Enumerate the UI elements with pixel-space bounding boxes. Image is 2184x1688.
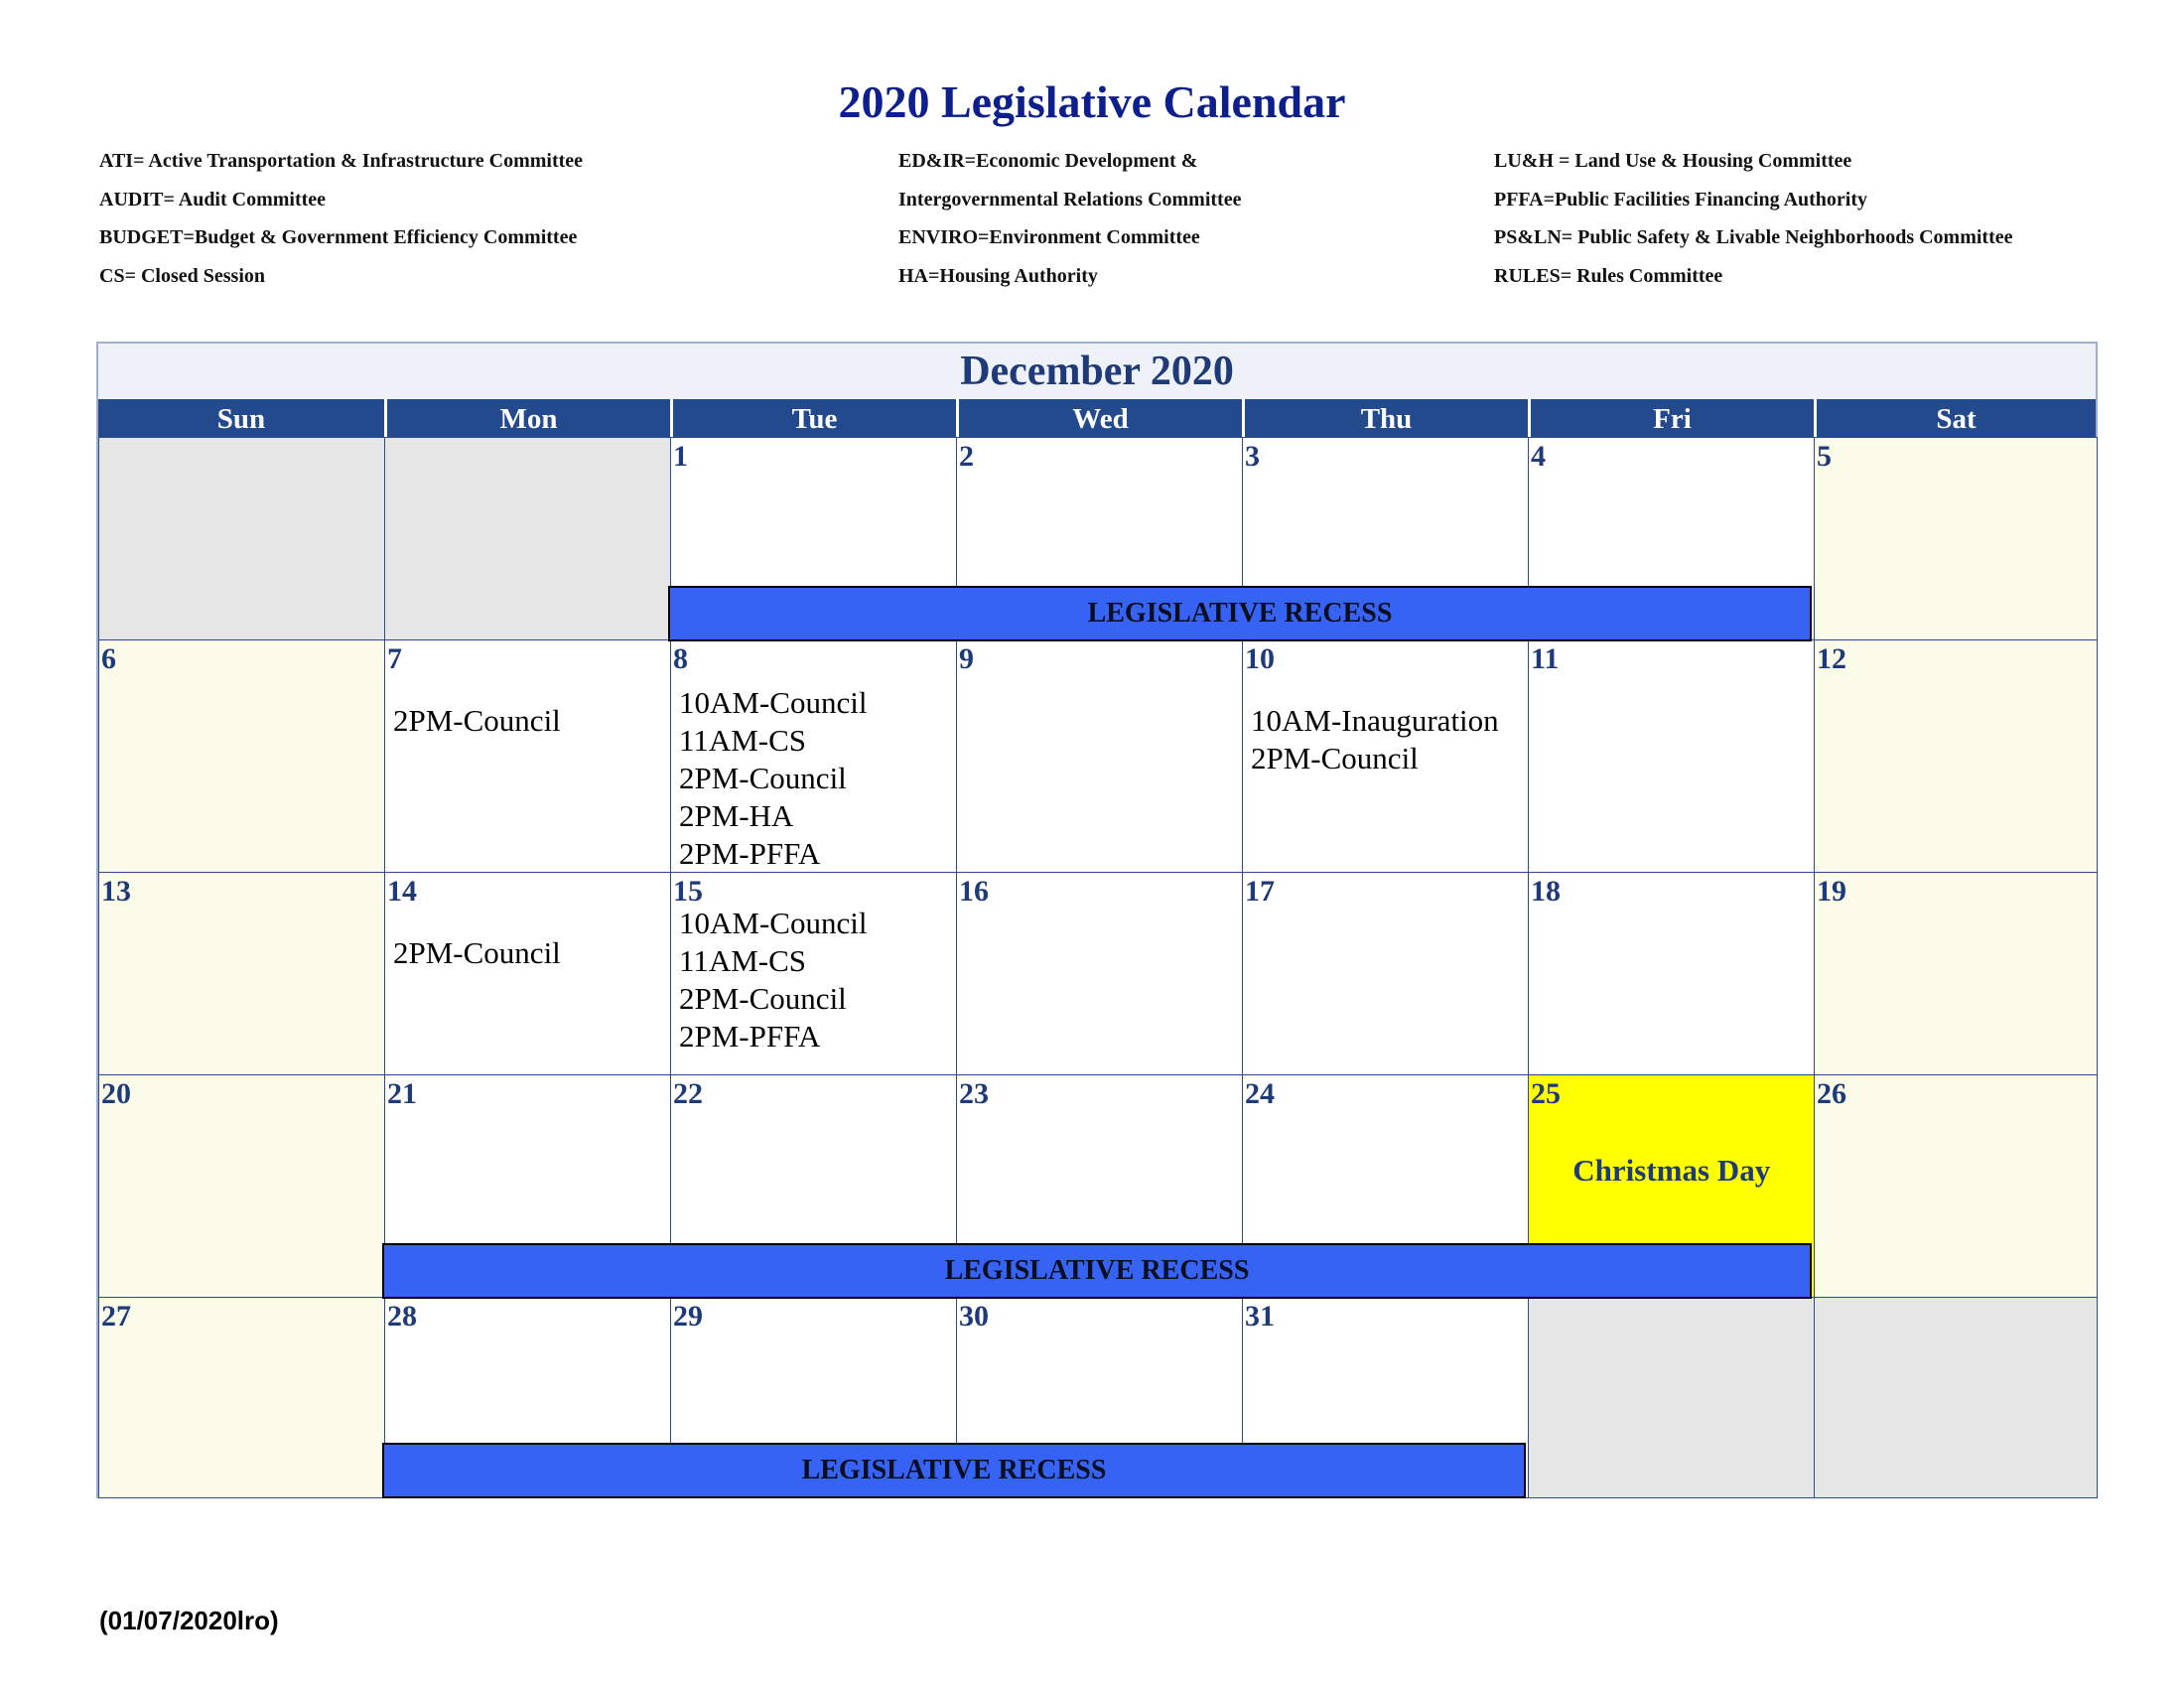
legend-item: BUDGET=Budget & Government Efficiency Committee [99,226,578,248]
empty-cell [98,437,386,641]
day-number: 2 [959,440,974,473]
day-cell-11 [1528,639,1816,874]
day-number: 23 [959,1077,989,1110]
event-item: 2PM-PFFA [679,836,821,871]
event-list [393,934,561,972]
legend-item: PS&LN= Public Safety & Livable Neighborhoods Committee [1494,226,2013,248]
day-number: 24 [1245,1077,1275,1110]
legend-item: Intergovernmental Relations Committee [898,188,1242,211]
day-number: 3 [1245,440,1260,473]
event-item: 10AM-Council [679,685,868,720]
holiday-label: Christmas Day [1572,1153,1771,1188]
day-cell-8 [670,639,958,874]
day-number: 22 [673,1077,703,1110]
event-list [1251,702,1499,777]
event-item: 2PM-HA [679,798,794,833]
day-number: 5 [1817,440,1832,473]
page-title: 2020 Legislative Calendar [838,76,1346,127]
day-number: 14 [387,875,417,908]
event-item: 10AM-Inauguration [1251,703,1499,738]
day-number: 25 [1531,1077,1561,1110]
day-cell-10 [1242,639,1530,874]
event-item: 11AM-CS [679,943,807,978]
day-number: 4 [1531,440,1546,473]
event-list [393,702,561,740]
day-number: 10 [1245,642,1275,675]
day-of-week-header [98,399,2096,437]
month-title: December 2020 [98,344,2096,399]
day-number: 12 [1817,642,1846,675]
day-cell-20 [98,1074,386,1299]
day-number: 27 [101,1300,131,1333]
event-item: 10AM-Council [679,906,868,940]
day-cell-6 [98,639,386,874]
legend-column-1 [99,142,583,295]
day-of-week-tue: Tue [670,399,956,437]
day-number: 11 [1531,642,1560,675]
legend-item: HA=Housing Authority [898,264,1098,287]
day-of-week-fri: Fri [1528,399,1814,437]
day-number: 13 [101,875,131,908]
event-item: 11AM-CS [679,723,807,758]
day-cell-17 [1242,872,1530,1076]
day-number: 29 [673,1300,703,1333]
event-item: 2PM-PFFA [679,1019,821,1054]
day-number: 6 [101,642,116,675]
legislative-recess-bar: LEGISLATIVE RECESS [382,1243,1812,1299]
legend-item: ED&IR=Economic Development & [898,150,1198,172]
revision-stamp: (01/07/2020lro) [99,1606,279,1635]
day-of-week-thu: Thu [1242,399,1528,437]
day-number: 19 [1817,875,1846,908]
day-of-week-sat: Sat [1814,399,2096,437]
day-cell-13 [98,872,386,1076]
day-number: 26 [1817,1077,1846,1110]
empty-cell [1814,1297,2098,1498]
legend-item: PFFA=Public Facilities Financing Authority [1494,188,1868,211]
day-number: 31 [1245,1300,1275,1333]
legend-item: LU&H = Land Use & Housing Committee [1494,150,1852,172]
day-number: 18 [1531,875,1561,908]
event-item: 2PM-Council [1251,741,1419,775]
day-number: 7 [387,642,402,675]
day-number: 28 [387,1300,417,1333]
day-cell-9 [956,639,1244,874]
event-item: 2PM-Council [393,935,561,970]
day-number: 1 [673,440,688,473]
legend-item: CS= Closed Session [99,264,265,287]
day-of-week-mon: Mon [384,399,670,437]
day-number: 20 [101,1077,131,1110]
day-number: 30 [959,1300,989,1333]
legislative-recess-bar: LEGISLATIVE RECESS [382,1443,1526,1498]
legislative-recess-bar: LEGISLATIVE RECESS [668,586,1812,641]
legend-column-2 [898,142,1241,295]
day-cell-12 [1814,639,2098,874]
day-cell-19 [1814,872,2098,1076]
day-cell-14 [384,872,672,1076]
day-cell-15 [670,872,958,1076]
day-cell-16 [956,872,1244,1076]
event-item: 2PM-Council [393,703,561,738]
day-cell-26 [1814,1074,2098,1299]
day-number: 21 [387,1077,417,1110]
day-number: 17 [1245,875,1275,908]
day-number: 9 [959,642,974,675]
day-cell-7 [384,639,672,874]
empty-cell [384,437,672,641]
legend-item: AUDIT= Audit Committee [99,188,327,211]
legend-item: ATI= Active Transportation & Infrastructure Committee [99,150,584,172]
event-list [679,684,867,873]
legend-item: RULES= Rules Committee [1494,264,1723,287]
day-number: 15 [673,875,703,908]
day-cell-5 [1814,437,2098,641]
legend-column-3 [1494,142,2013,295]
day-number: 8 [673,642,688,675]
event-list [679,905,867,1055]
event-item: 2PM-Council [679,981,847,1016]
day-of-week-sun: Sun [98,399,384,437]
empty-cell [1528,1297,1816,1498]
event-item: 2PM-Council [679,761,847,795]
day-cell-18 [1528,872,1816,1076]
day-of-week-wed: Wed [956,399,1242,437]
day-cell-27 [98,1297,386,1498]
day-number: 16 [959,875,989,908]
calendar-grid [98,437,2096,1496]
calendar [96,342,2098,1498]
legend-item: ENVIRO=Environment Committee [898,226,1200,248]
